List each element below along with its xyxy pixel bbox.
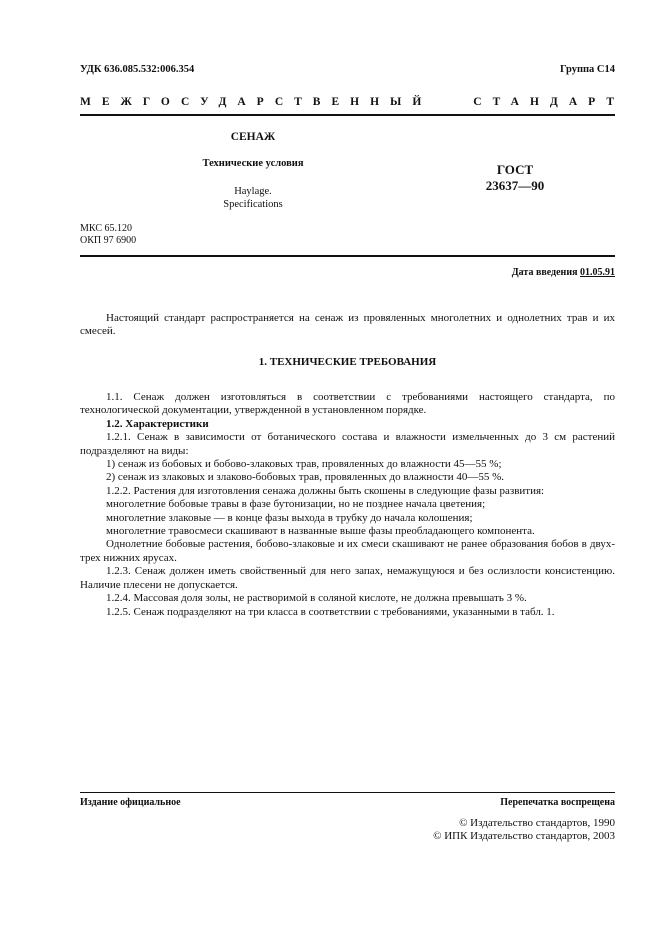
list-item-1: 1) сенаж из бобовых и бобово-злаковых трав, провяленных до влажности 45—55 %; xyxy=(106,458,502,471)
document-title: СЕНАЖ xyxy=(230,131,276,143)
date-value: 01.05.91 xyxy=(580,267,615,278)
paragraph-annual-plants: Однолетние бобовые растения, бобово-злаковые и их смеси скашивают не ранее образования бобов в двух-трех нижних ярусах. xyxy=(80,538,615,564)
paragraph-1-2-5: 1.2.5. Сенаж подразделяют на три класса в соответствии с требованиями, указанными в табл. 1. xyxy=(106,605,555,618)
gost-designation xyxy=(470,162,560,194)
interstate-standard-banner xyxy=(80,96,625,112)
classification-codes xyxy=(80,223,136,247)
paragraph-1-2-3: 1.2.3. Сенаж должен иметь свойственный для него запах, немажущуюся и без ослизлости консистенцию. Наличие плесени не допускается. xyxy=(80,565,615,591)
banner-word-interstate: МЕЖГОСУДАРСТВЕННЫЙ xyxy=(80,96,433,108)
footer-divider xyxy=(80,792,615,793)
english-title-line1: Haylage. xyxy=(234,186,272,197)
official-edition: Издание официальное xyxy=(80,797,181,808)
date-label: Дата введения xyxy=(511,267,578,278)
gost-label: ГОСТ xyxy=(496,162,534,177)
mks-code: МКС 65.120 xyxy=(80,223,132,234)
english-title xyxy=(160,185,346,211)
list-item-2: 2) сенаж из злаковых и злаково-бобовых трав, провяленных до влажности 40—55 %. xyxy=(106,471,505,484)
udk-code: УДК 636.085.532:006.354 xyxy=(80,64,195,75)
phase-item-1: многолетние бобовые травы в фазе бутонизации, но не позднее начала цветения; xyxy=(106,498,486,511)
header-divider xyxy=(80,114,615,116)
title-block-divider xyxy=(80,255,615,257)
section-heading: 1. ТЕХНИЧЕСКИЕ ТРЕБОВАНИЯ xyxy=(258,356,437,368)
phase-item-3: многолетние травосмеси скашивают в названные выше фазы преобладающего компонента. xyxy=(106,525,535,538)
paragraph-1-2-2: 1.2.2. Растения для изготовления сенажа должны быть скошены в следующие фазы развития: xyxy=(106,484,545,497)
section-body xyxy=(80,391,615,619)
paragraph-1-2-4: 1.2.4. Массовая доля золы, не растворимой в соляной кислоте, не должна превышать 3 %. xyxy=(106,592,527,605)
intro-paragraph xyxy=(80,312,615,339)
group-code: Группа С14 xyxy=(559,64,615,75)
paragraph-1-1: 1.1. Сенаж должен изготовляться в соответствии с требованиями настоящего стандарта, по технологической документации, утвержденной в установленном порядке. xyxy=(80,391,615,417)
banner-word-standard: СТАНДАРТ xyxy=(473,96,625,108)
reprint-notice: Перепечатка воспрещена xyxy=(500,797,615,808)
copyright-block xyxy=(433,817,615,843)
copyright-line1: © Издательство стандартов, 1990 xyxy=(459,817,615,829)
paragraph-1-2-1: 1.2.1. Сенаж в зависимости от ботанического состава и влажности измельченных до 3 см растений подразделяют на виды: xyxy=(80,431,615,457)
intro-text: Настоящий стандарт распространяется на сенаж из провяленных многолетних и однолетних трав и их смесей. xyxy=(80,312,615,338)
introduction-date xyxy=(512,267,615,278)
okp-code: ОКП 97 6900 xyxy=(80,235,137,246)
gost-number: 23637—90 xyxy=(485,178,545,193)
document-subtitle: Технические условия xyxy=(202,158,304,169)
phase-item-2: многолетние злаковые — в конце фазы выхода в трубку до начала колошения; xyxy=(106,511,473,524)
english-title-line2: Specifications xyxy=(223,199,283,210)
paragraph-1-2-heading: 1.2. Характеристики xyxy=(106,417,209,430)
copyright-line2: © ИПК Издательство стандартов, 2003 xyxy=(433,830,615,842)
